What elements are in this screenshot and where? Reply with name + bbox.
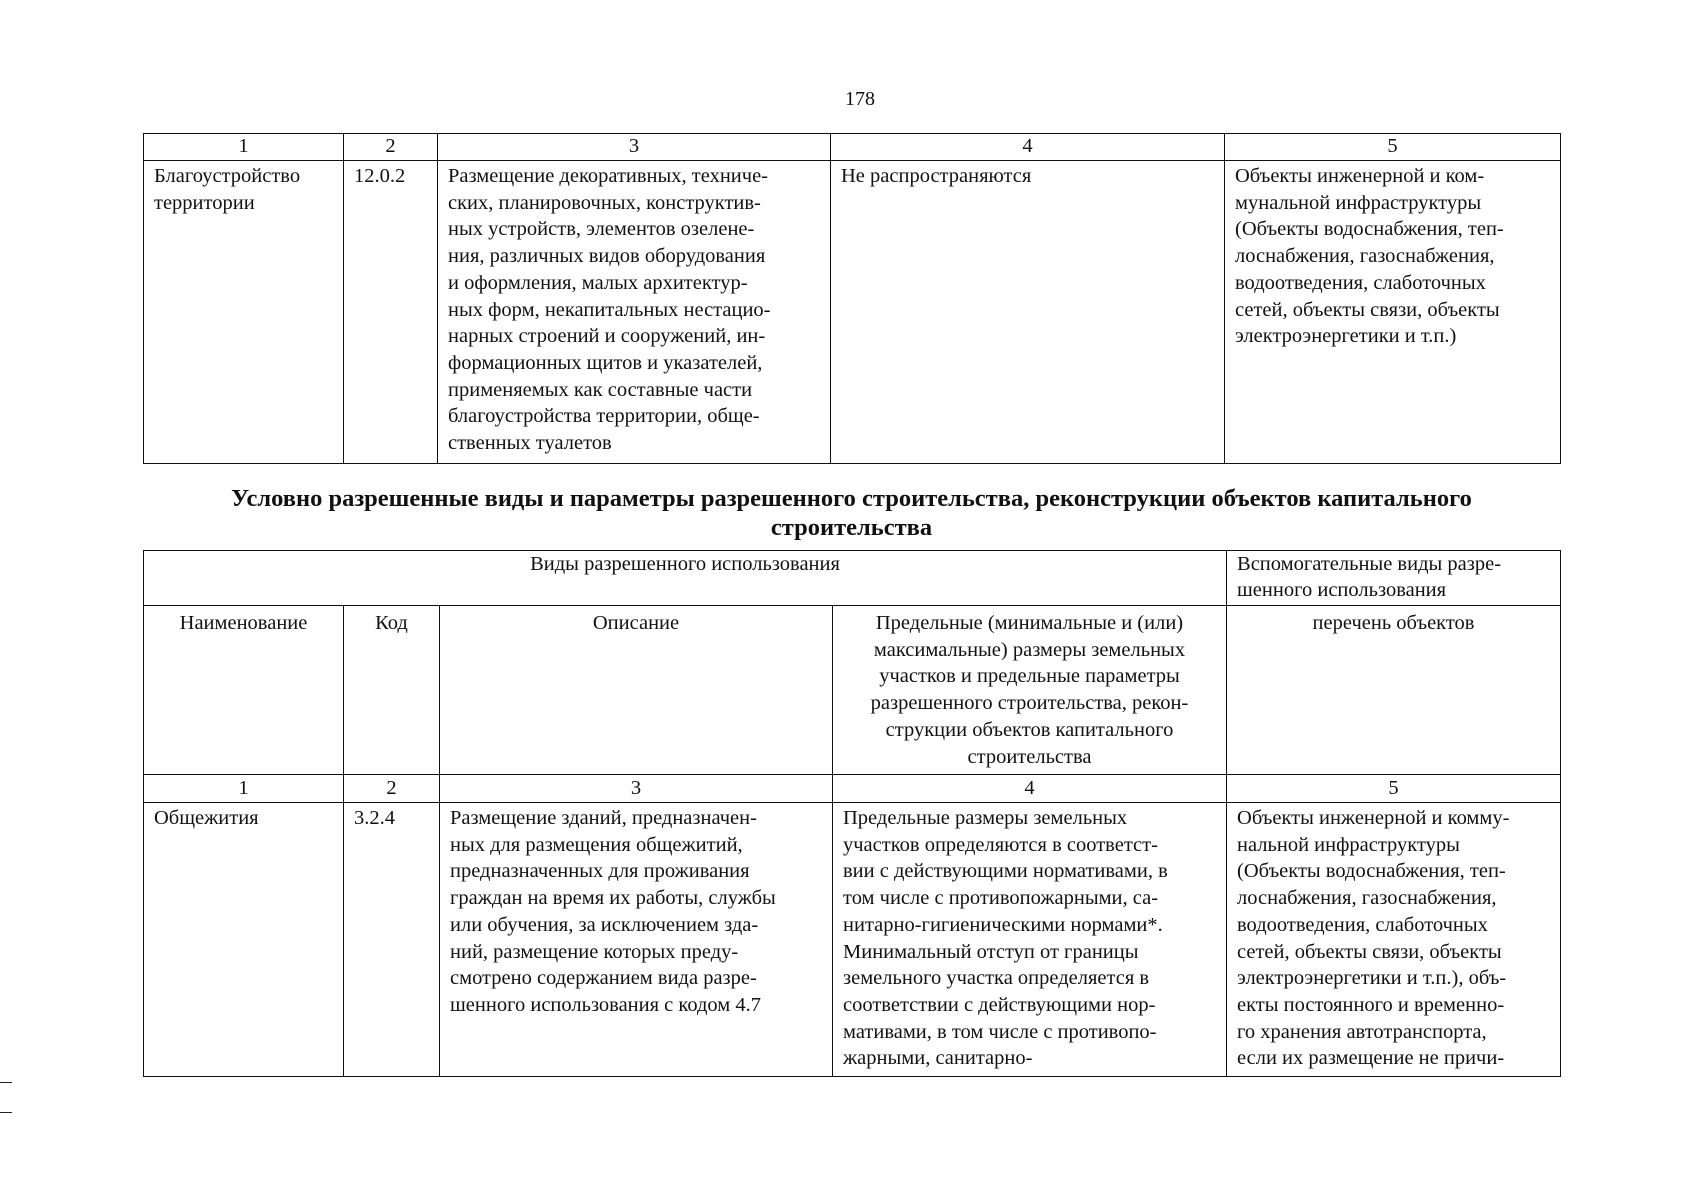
text-line: Размещение зданий, предназначен-	[450, 807, 757, 829]
text-line: ния, различных видов оборудования	[448, 245, 766, 268]
parameters-cell	[833, 803, 1227, 1077]
text-line: применяемых как составные части	[448, 378, 753, 401]
column-number: 3	[438, 134, 831, 161]
text-line: Вспомогательные виды разре-	[1237, 553, 1502, 575]
text-line: нарных строений и сооружений, ин-	[448, 325, 766, 348]
text-line: Размещение декоративных, техниче-	[448, 165, 769, 187]
text-line: строительства	[770, 514, 933, 541]
text-line: струкции объектов капитального	[885, 718, 1174, 741]
text-line: смотрено содержанием вида разре-	[450, 967, 757, 990]
text-line: шенного использования	[1237, 579, 1447, 601]
text-line: том числе с противопожарными, са-	[843, 887, 1159, 910]
conditional-uses-table	[143, 550, 1561, 1077]
text-line: электроэнергетики и т.п.), объ-	[1237, 967, 1507, 990]
text-line: ных для размещения общежитий,	[450, 833, 743, 856]
text-line: строительства	[967, 745, 1092, 768]
column-number: 1	[144, 134, 344, 161]
permitted-uses-group-header: Виды разрешенного использования	[144, 551, 1227, 606]
continued-table	[143, 133, 1561, 464]
text-line: лоснабжения, газоснабжения,	[1235, 245, 1495, 268]
use-description-cell	[440, 803, 833, 1077]
table-row	[144, 803, 1561, 1077]
text-line: граждан на время их работы, службы	[450, 887, 776, 910]
use-code-cell: 12.0.2	[344, 161, 438, 464]
scan-edge-mark	[0, 1112, 12, 1113]
text-line: Минимальный отступ от границы	[843, 940, 1139, 963]
text-line: шенного использования с кодом 4.7	[450, 993, 761, 1016]
parameters-header	[833, 606, 1227, 775]
code-header: Код	[344, 606, 440, 775]
text-line: Объекты инженерной и ком-	[1235, 165, 1485, 187]
text-line: ных форм, некапитальных нестацио-	[448, 298, 771, 321]
group-header-row	[144, 551, 1561, 606]
column-number: 4	[831, 134, 1225, 161]
text-line: земельного участка определяется в	[843, 967, 1150, 990]
description-header: Описание	[440, 606, 833, 775]
text-line: сетей, объекты связи, объекты	[1237, 940, 1502, 963]
column-number: 3	[440, 775, 833, 803]
text-line: водоотведения, слаботочных	[1235, 271, 1486, 294]
text-line: мунальной инфраструктуры	[1235, 191, 1482, 214]
auxiliary-uses-cell	[1225, 161, 1561, 464]
column-header-row	[144, 606, 1561, 775]
text-line: ственных туалетов	[448, 432, 612, 455]
text-line: (Объекты водоснабжения, теп-	[1237, 860, 1506, 883]
text-line: водоотведения, слаботочных	[1237, 913, 1488, 936]
column-number-row	[144, 775, 1561, 803]
parameters-cell	[831, 161, 1225, 464]
section-title	[143, 484, 1560, 542]
text-line: соответствии с действующими нор-	[843, 993, 1156, 1016]
table-row	[144, 161, 1561, 464]
text-line: го хранения автотранспорта,	[1237, 1020, 1487, 1043]
text-line: вии с действующими нормативами, в	[843, 860, 1168, 883]
text-line: (Объекты водоснабжения, теп-	[1235, 218, 1504, 241]
use-description-cell	[438, 161, 831, 464]
text-line: если их размещение не причи-	[1237, 1047, 1505, 1070]
text-line: Объекты инженерной и комму-	[1237, 807, 1510, 829]
text-line: благоустройства территории, обще-	[448, 405, 760, 428]
auxiliary-uses-cell	[1227, 803, 1561, 1077]
column-number-row	[144, 134, 1561, 161]
text-line: ских, планировочных, конструктив-	[448, 191, 761, 214]
scan-edge-mark	[0, 1082, 12, 1083]
text-line: Условно разрешенные виды и параметры разрешенного строительства, реконструкции объектов капитального	[231, 485, 1472, 512]
text-line: ных устройств, элементов озелене-	[448, 218, 755, 241]
name-header: Наименование	[144, 606, 344, 775]
column-number: 4	[833, 775, 1227, 803]
text-line: Предельные размеры земельных	[843, 807, 1128, 829]
column-number: 1	[144, 775, 344, 803]
use-name-cell: Общежития	[144, 803, 344, 1077]
text-line: электроэнергетики и т.п.)	[1235, 325, 1457, 348]
text-line: Благоустройство	[154, 165, 301, 187]
text-line: участков и предельные параметры	[879, 665, 1180, 688]
use-code-cell: 3.2.4	[344, 803, 440, 1077]
column-number: 2	[344, 134, 438, 161]
text-line: Не распространяются	[841, 165, 1032, 187]
text-line: участков определяются в соответст-	[843, 833, 1158, 856]
text-line: екты постоянного и временно-	[1237, 993, 1505, 1016]
auxiliary-uses-group-header	[1227, 551, 1561, 606]
text-line: или обучения, за исключением зда-	[450, 913, 759, 936]
objects-header: перечень объектов	[1227, 606, 1561, 775]
column-number: 2	[344, 775, 440, 803]
text-line: разрешенного строительства, рекон-	[870, 692, 1189, 715]
text-line: нитарно-гигиеническими нормами*.	[843, 913, 1163, 936]
text-line: сетей, объекты связи, объекты	[1235, 298, 1500, 321]
text-line: нальной инфраструктуры	[1237, 833, 1460, 856]
text-line: формационных щитов и указателей,	[448, 351, 763, 374]
column-number: 5	[1225, 134, 1561, 161]
text-line: максимальные) размеры земельных	[873, 638, 1186, 661]
text-line: лоснабжения, газоснабжения,	[1237, 887, 1497, 910]
text-line: и оформления, малых архитектур-	[448, 271, 748, 294]
text-line: мативами, в том числе с противопо-	[843, 1020, 1157, 1043]
text-line: Предельные (минимальные и (или)	[875, 612, 1184, 634]
text-line: территории	[154, 191, 255, 214]
column-number: 5	[1227, 775, 1561, 803]
page-number: 178	[845, 88, 875, 110]
text-line: предназначенных для проживания	[450, 860, 750, 883]
use-name-cell	[144, 161, 344, 464]
text-line: жарными, санитарно-	[843, 1047, 1033, 1070]
text-line: ний, размещение которых преду-	[450, 940, 739, 963]
